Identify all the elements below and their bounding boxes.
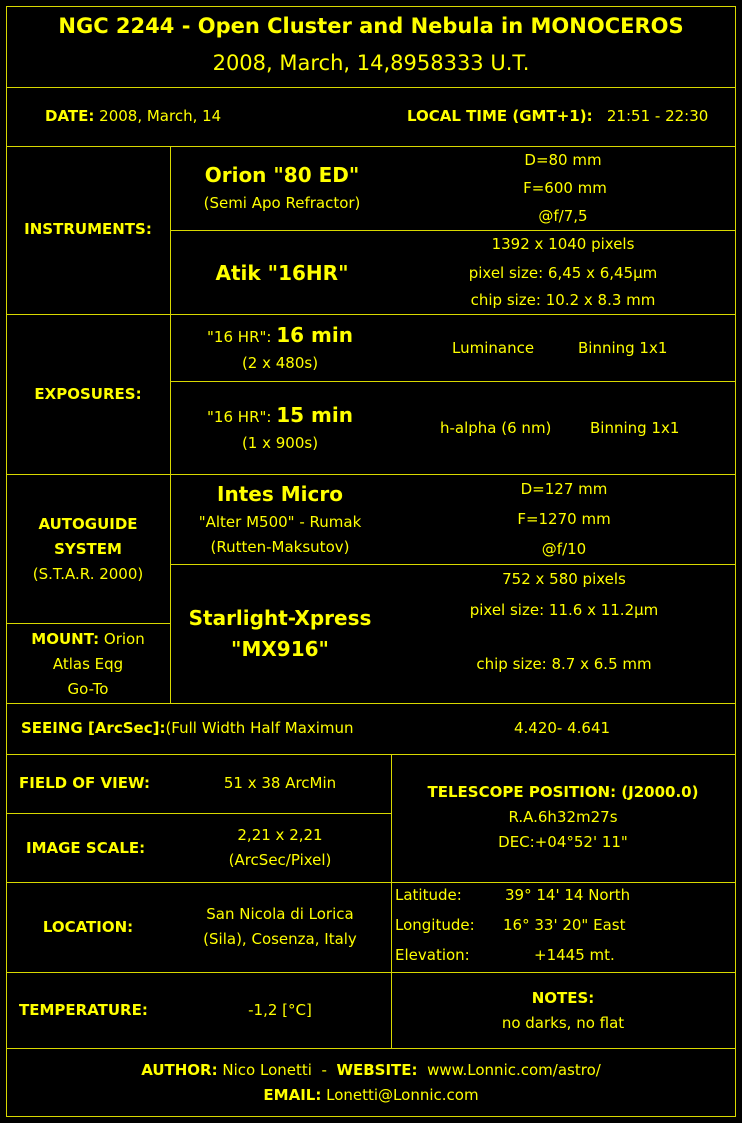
exposure-binning: Binning 1x1 [578,339,668,357]
guide-camera-name: "MX916" [231,637,329,661]
position-ra: R.A.6h32m27s [508,808,618,826]
email-link[interactable]: Lonetti@Lonnic.com [326,1086,479,1104]
field-value: 51 x 38 ArcMin [223,774,337,792]
exposure-binning: Binning 1x1 [590,419,680,437]
exposure-camera: "16 HR": [207,408,272,426]
guidescope-spec: @f/10 [541,540,587,558]
seeing-value: 4.420- 4.641 [513,719,611,737]
telescope-spec: D=80 mm [524,151,602,169]
camera-spec: 1392 x 1040 pixels [491,235,635,253]
local-time-label: LOCAL TIME (GMT+1): [407,107,593,125]
instruments-label: INSTRUMENTS: [24,220,152,238]
guide-camera-spec: 752 x 580 pixels [502,570,626,588]
seeing-label: SEEING [ArcSec]: [21,719,166,737]
guidescope-spec: F=1270 mm [517,510,611,528]
grid-line [6,703,736,704]
exposure-filter: Luminance [452,339,535,357]
scale-value: (ArcSec/Pixel) [228,851,332,869]
website-link[interactable]: www.Lonnic.com/astro/ [427,1061,601,1079]
guidescope-type: (Rutten-Maksutov) [210,538,350,556]
website-label: WEBSITE: [336,1061,418,1079]
guidescope-spec: D=127 mm [520,480,608,498]
temperature-label: TEMPERATURE: [19,1001,148,1019]
telescope-spec: F=600 mm [523,179,607,197]
longitude-value: 16° 33' 20" East [503,916,626,934]
footer-separator: - [321,1061,327,1079]
grid-line [6,146,736,147]
grid-line [170,230,736,231]
footer-author-row [141,1061,601,1079]
guidescope-name: Intes Micro [217,482,343,506]
date-row [45,107,221,125]
grid-line [170,146,171,703]
location-place: (Sila), Cosenza, Italy [203,930,357,948]
exposures-label: EXPOSURES: [34,385,142,403]
notes-label: NOTES: [531,989,595,1007]
exposure-camera: "16 HR": [207,328,272,346]
page-title: NGC 2244 - Open Cluster and Nebula in MONOCEROS [58,14,684,38]
grid-line [170,381,736,382]
latitude-label: Latitude: [395,886,462,904]
exposure-detail: (1 x 900s) [241,434,319,452]
guidescope-model: "Alter M500" - Rumak [198,513,362,531]
guide-camera-spec: pixel size: 11.6 x 11.2μm [469,601,659,619]
grid-line [6,623,170,624]
local-time-row [407,107,708,125]
grid-line [6,1116,736,1117]
camera-spec: pixel size: 6,45 x 6,45μm [468,264,658,282]
author-label: AUTHOR: [141,1061,218,1079]
longitude-label: Longitude: [395,916,475,934]
elevation-value: +1445 mt. [534,946,615,964]
mount-value: Orion [103,630,145,648]
autoguide-label: (S.T.A.R. 2000) [32,565,144,583]
grid-line [6,6,736,7]
exposure-row [207,403,353,427]
telescope-name: Orion "80 ED" [204,163,360,187]
location-label: LOCATION: [42,918,134,936]
page-subtitle: 2008, March, 14,8958333 U.T. [212,51,530,75]
author-name: Nico Lonetti [222,1061,312,1079]
camera-spec: chip size: 10.2 x 8.3 mm [470,291,656,309]
autoguide-label: AUTOGUIDE [38,515,138,533]
date-value: 2008, March, 14 [99,107,222,125]
camera-name: Atik "16HR" [215,261,349,285]
scale-value: 2,21 x 2,21 [237,826,323,844]
grid-line [6,813,391,814]
seeing-desc: (Full Width Half Maximun [165,719,354,737]
grid-line [6,882,736,883]
latitude-value: 39° 14' 14 North [505,886,631,904]
exposure-time: 16 min [276,323,353,347]
exposure-filter: h-alpha (6 nm) [440,419,552,437]
mount-value: Atlas Eqg [52,655,124,673]
autoguide-label: SYSTEM [54,540,122,558]
grid-line [735,6,736,1117]
grid-line [6,87,736,88]
notes-value: no darks, no flat [501,1014,625,1032]
location-place: San Nicola di Lorica [206,905,354,923]
grid-line [6,6,7,1117]
date-label: DATE: [45,107,95,125]
grid-line [6,972,736,973]
grid-line [391,754,392,1048]
exposure-detail: (2 x 480s) [241,354,319,372]
local-time-value: 21:51 - 22:30 [606,107,709,125]
mount-row [31,630,144,648]
exposure-row [207,323,353,347]
field-label: FIELD OF VIEW: [19,774,151,792]
grid-line [6,314,736,315]
grid-line [6,1048,736,1049]
seeing-row [21,719,354,737]
position-dec: DEC:+04°52' 11" [498,833,628,851]
telescope-spec: @f/7,5 [538,207,588,225]
exposure-time: 15 min [276,403,353,427]
telescope-type: (Semi Apo Refractor) [203,194,361,212]
email-label: EMAIL: [263,1086,322,1104]
scale-label: IMAGE SCALE: [26,839,146,857]
guide-camera-spec: chip size: 8.7 x 6.5 mm [476,655,652,673]
grid-line [6,474,736,475]
elevation-label: Elevation: [395,946,470,964]
grid-line [170,564,736,565]
temperature-value: -1,2 [°C] [248,1001,312,1019]
position-label: TELESCOPE POSITION: (J2000.0) [427,783,699,801]
grid-line [6,754,736,755]
mount-value: Go-To [67,680,109,698]
footer-email-row [263,1086,478,1104]
mount-label: MOUNT: [31,630,100,648]
guide-camera-name: Starlight-Xpress [188,606,372,630]
